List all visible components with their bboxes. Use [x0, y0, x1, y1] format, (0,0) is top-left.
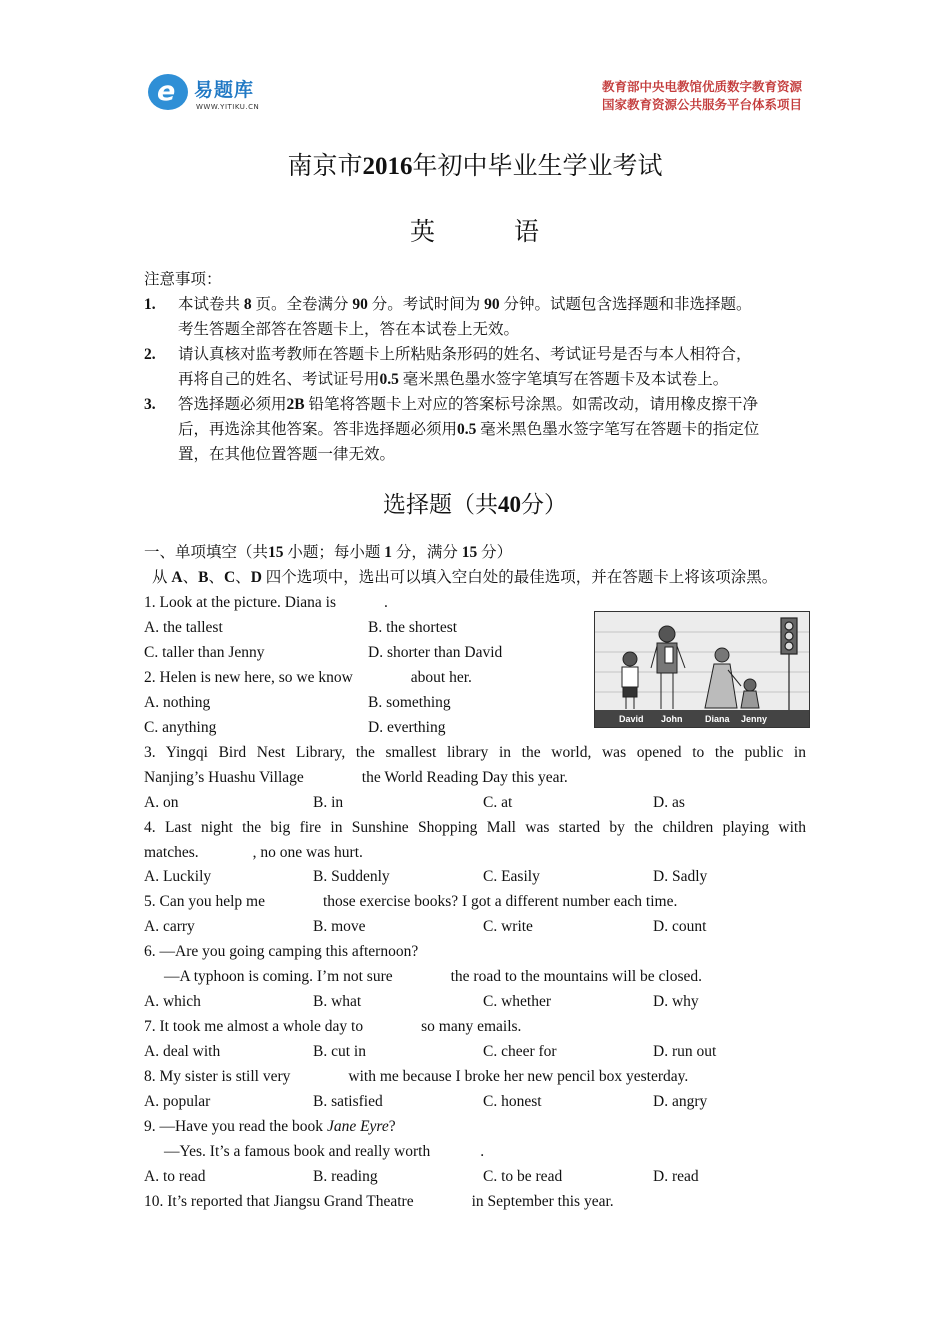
question-1-option-a: A. the tallest	[144, 619, 223, 636]
question-2-option-b: B. something	[368, 694, 451, 711]
question-2-stem: 2. Helen is new here, so we know about her.	[144, 669, 472, 686]
part1-heading: 一、单项填空（共15 小题；每小题 1 分，满分 15 分）	[144, 544, 513, 561]
subject-char-2: 语	[514, 219, 540, 246]
question-2-option-c: C. anything	[144, 719, 217, 736]
badge-line-1: 教育部中央电教馆优质数字教育资源	[601, 79, 802, 94]
question-3-option-c: C. at	[483, 794, 513, 811]
notice-2-line-2: 再将自己的姓名、考试证号用0.5 毫米黑色墨水签字笔填写在答题卡及本试卷上。	[178, 371, 729, 388]
part1-instructions: 从 A、B、C、D 四个选项中，选出可以填入空白处的最佳选项，并在答题卡上将该项涂黑。	[152, 569, 778, 586]
question-1-stem: 1. Look at the picture. Diana is .	[144, 594, 388, 611]
question-10-stem: 10. It’s reported that Jiangsu Grand Theatre in September this year.	[144, 1193, 614, 1210]
logo-name: 易题库	[194, 79, 255, 101]
question-7-option-a: A. deal with	[144, 1043, 221, 1060]
question-9-line-2: —Yes. It’s a famous book and really worth .	[164, 1143, 485, 1160]
question-5-stem: 5. Can you help me those exercise books? I got a different number each time.	[144, 893, 678, 910]
picture-label-diana: Diana	[705, 714, 730, 724]
picture-label-jenny: Jenny	[741, 714, 768, 724]
question-1-option-c: C. taller than Jenny	[144, 644, 265, 661]
question-8-option-c: C. honest	[483, 1093, 542, 1110]
question-5-option-a: A. carry	[144, 918, 195, 935]
question-6-option-d: D. why	[653, 993, 699, 1010]
notice-2-line-1: 请认真核对监考教师在答题卡上所粘贴条形码的姓名、考试证号是否与本人相符合，	[178, 346, 752, 363]
question-8-option-b: B. satisfied	[313, 1093, 383, 1110]
question-6-option-b: B. what	[313, 993, 362, 1010]
question-8-stem: 8. My sister is still very with me because I broke her new pencil box yesterday.	[144, 1068, 689, 1085]
question-9-option-c: C. to be read	[483, 1168, 563, 1185]
logo-url: WWW.YITIKU.CN	[196, 103, 260, 111]
header-badge	[602, 78, 802, 114]
question-9-option-b: B. reading	[313, 1168, 378, 1185]
question-6-line-1: 6. —Are you going camping this afternoon?	[144, 943, 419, 960]
question-5-option-b: B. move	[313, 918, 366, 935]
question-4-option-b: B. Suddenly	[313, 868, 390, 885]
question-1-option-b: B. the shortest	[368, 619, 458, 636]
notice-3-line-1: 答选择题必须用2B 铅笔将答题卡上对应的答案标号涂黑。如需改动，请用橡皮擦干净	[178, 396, 758, 413]
exam-title: 南京市2016年初中毕业生学业考试	[287, 153, 663, 180]
notice-1-line-2: 考生答题全部答在答题卡上，答在本试卷上无效。	[178, 321, 520, 338]
question-2-option-a: A. nothing	[144, 694, 211, 711]
question-3-line-2: Nanjing’s Huashu Village the World Reading Day this year.	[144, 769, 568, 786]
picture-label-john: John	[661, 714, 683, 724]
question-4-option-d: D. Sadly	[653, 868, 708, 885]
notice-1-line-1: 本试卷共 8 页。全卷满分 90 分。考试时间为 90 分钟。试题包含选择题和非选择题。	[178, 296, 752, 313]
question-8-option-d: D. angry	[653, 1093, 708, 1110]
notice-3-line-2: 后，再选涂其他答案。答非选择题必须用0.5 毫米黑色墨水签字笔写在答题卡的指定位	[178, 421, 760, 438]
question-5-option-d: D. count	[653, 918, 707, 935]
question-9-line-1: 9. —Have you read the book Jane Eyre?	[144, 1118, 396, 1135]
question-4-option-c: C. Easily	[483, 868, 540, 885]
question-6-line-2: —A typhoon is coming. I’m not sure the road to the mountains will be closed.	[164, 968, 703, 985]
notice-1-number: 1.	[144, 296, 156, 313]
question-7-option-d: D. run out	[653, 1043, 717, 1060]
question-3-option-a: A. on	[144, 794, 179, 811]
question-7-stem: 7. It took me almost a whole day to so many emails.	[144, 1018, 522, 1035]
question-6-option-a: A. which	[144, 993, 201, 1010]
question-5-option-c: C. write	[483, 918, 533, 935]
notice-heading: 注意事项：	[144, 271, 222, 288]
question-1-option-d: D. shorter than David	[368, 644, 503, 661]
yitiku-logo	[148, 72, 278, 116]
question-9-option-d: D. read	[653, 1168, 699, 1185]
notice-2-number: 2.	[144, 346, 156, 363]
subject-char-1: 英	[410, 219, 436, 246]
question-3-option-b: B. in	[313, 794, 344, 811]
question-8-option-a: A. popular	[144, 1093, 211, 1110]
question-4-line-1: 4. Last night the big fire in Sunshine Shopping Mall was started by the children playing with	[144, 819, 806, 836]
notice-3-number: 3.	[144, 396, 156, 413]
question-3-line-1: 3. Yingqi Bird Nest Library, the smallest library in the world, was opened to the public in	[144, 744, 806, 761]
picture-label-david: David	[619, 714, 644, 724]
question-4-line-2: matches. , no one was hurt.	[144, 844, 363, 861]
question-9-option-a: A. to read	[144, 1168, 206, 1185]
notice-3-line-3: 置，在其他位置答题一律无效。	[178, 446, 396, 463]
people-illustration	[595, 612, 809, 727]
question-6-option-c: C. whether	[483, 993, 552, 1010]
badge-line-2: 国家教育资源公共服务平台体系项目	[601, 97, 802, 112]
question-7-option-b: B. cut in	[313, 1043, 366, 1060]
question-2-option-d: D. everthing	[368, 719, 446, 736]
logo-e-icon: e	[148, 74, 188, 110]
question-3-option-d: D. as	[653, 794, 685, 811]
section-title: 选择题（共40分）	[383, 492, 567, 517]
question-7-option-c: C. cheer for	[483, 1043, 557, 1060]
question-1-picture	[594, 611, 810, 728]
question-4-option-a: A. Luckily	[144, 868, 212, 885]
